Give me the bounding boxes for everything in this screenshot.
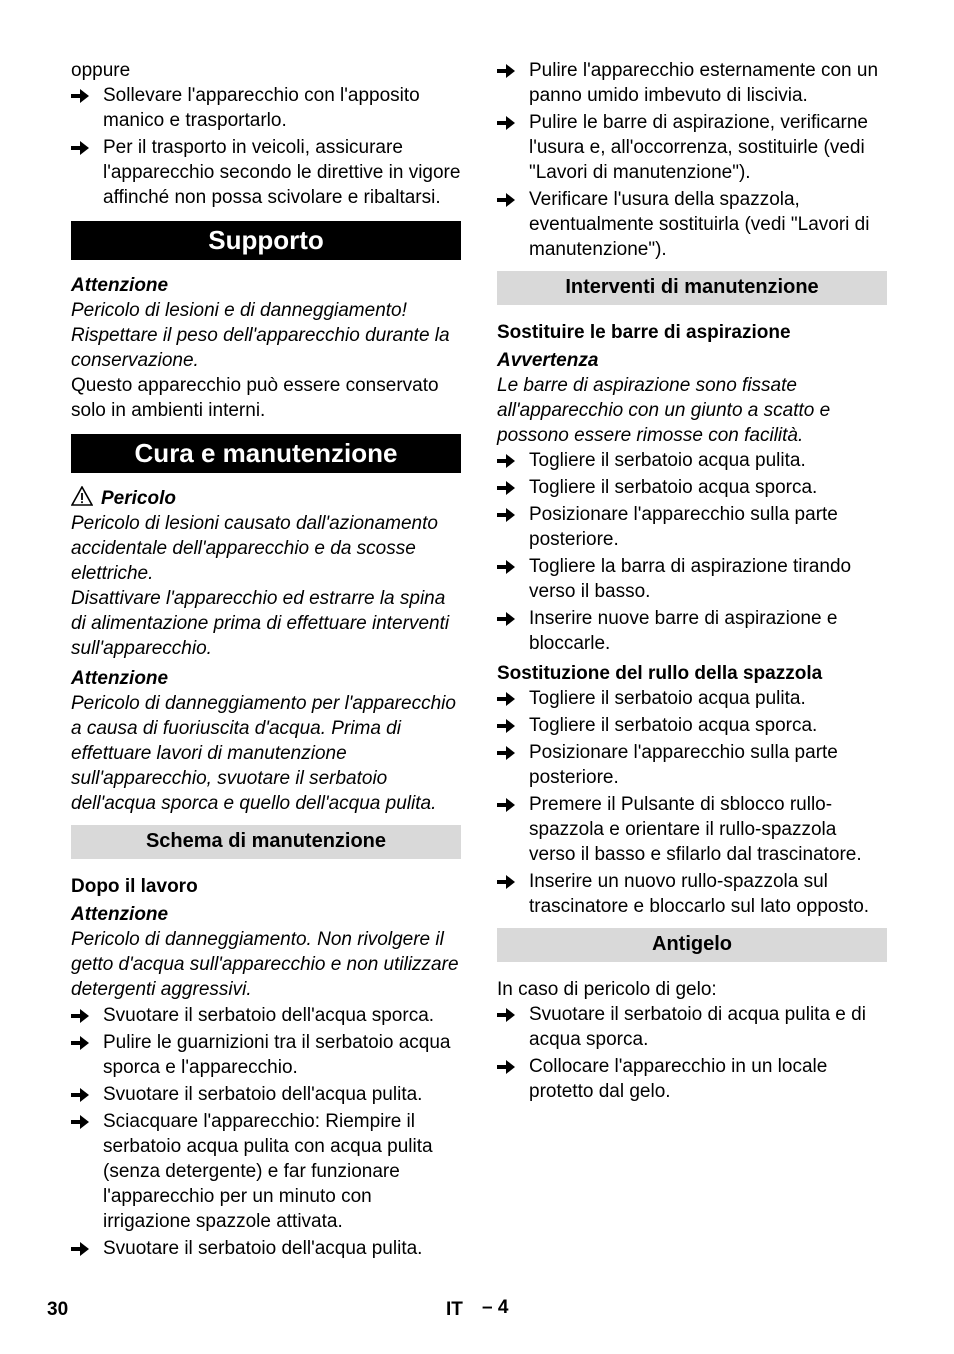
antigelo-intro: In caso di pericolo di gelo: — [497, 979, 717, 1000]
list-item — [497, 475, 887, 500]
arrow-right-icon — [71, 1088, 89, 1102]
list-item — [497, 740, 887, 790]
step-text: Collocare l'apparecchio in un locale protetto dal gelo. — [529, 1056, 828, 1102]
avvertenza-label: Avvertenza — [497, 350, 599, 371]
attenzione-text: Pericolo di lesioni e di danneggiamento! Rispettare il peso dell'apparecchio durante la conservazione. — [71, 300, 450, 371]
list-item — [497, 1002, 887, 1052]
list-item — [497, 1054, 887, 1104]
list-item — [497, 110, 887, 185]
warning-triangle-icon — [71, 486, 93, 506]
arrow-right-icon — [71, 1242, 89, 1256]
arrow-right-icon — [497, 1060, 515, 1074]
step-text: Posizionare l'apparecchio sulla parte posteriore. — [529, 742, 838, 788]
arrow-right-icon — [497, 560, 515, 574]
arrow-right-icon — [497, 798, 515, 812]
arrow-right-icon — [497, 64, 515, 78]
list-item — [71, 135, 461, 210]
step-text: Svuotare il serbatoio dell'acqua pulita. — [103, 1084, 423, 1105]
attenzione-label: Attenzione — [71, 904, 169, 925]
section-heading-antigelo: Antigelo — [497, 928, 887, 962]
list-item — [497, 554, 887, 604]
list-item — [497, 686, 887, 711]
steps-list — [497, 448, 887, 656]
arrow-right-icon — [497, 193, 515, 207]
step-text: Pulire le barre di aspirazione, verificarne l'usura e, all'occorrenza, sostituirle (vedi "Lavori di manutenzione"). — [529, 112, 868, 183]
dopo-il-lavoro-label: Dopo il lavoro — [71, 876, 198, 897]
list-item — [71, 83, 461, 133]
list-item — [497, 187, 887, 262]
arrow-right-icon — [71, 1009, 89, 1023]
right-column — [497, 58, 887, 1106]
list-item — [71, 1003, 461, 1028]
list-item — [71, 1109, 461, 1234]
arrow-right-icon — [71, 1115, 89, 1129]
arrow-right-icon — [497, 116, 515, 130]
list-item — [497, 58, 887, 108]
steps-list — [71, 1003, 461, 1261]
list-item — [497, 792, 887, 867]
sostituzione-rullo-label: Sostituzione del rullo della spazzola — [497, 663, 823, 684]
arrow-right-icon — [71, 89, 89, 103]
arrow-right-icon — [497, 692, 515, 706]
step-text: Pulire le guarnizioni tra il serbatoio acqua sporca e l'apparecchio. — [103, 1032, 451, 1078]
list-item — [71, 1030, 461, 1080]
attenzione-text: Pericolo di danneggiamento per l'apparecchio a causa di fuoriuscita d'acqua. Prima di effettuare lavori di manutenzione sull'apparecchio, svuotare il serbatoio dell'acqua sporca e quello dell'acqua pulita. — [71, 693, 456, 814]
pericolo-text: Pericolo di lesioni causato dall'azionamento accidentale dell'apparecchio e da scosse elettriche. — [71, 513, 438, 584]
sostituire-barre-label: Sostituire le barre di aspirazione — [497, 322, 791, 343]
steps-list — [497, 686, 887, 919]
section-heading-cura: Cura e manutenzione — [71, 434, 461, 473]
step-text: Inserire un nuovo rullo-spazzola sul trascinatore e bloccarlo sul lato opposto. — [529, 871, 870, 917]
arrow-right-icon — [497, 508, 515, 522]
section-heading-supporto: Supporto — [71, 221, 461, 260]
arrow-right-icon — [497, 746, 515, 760]
step-text: Verificare l'usura della spazzola, eventualmente sostituirla (vedi "Lavori di manutenzione"). — [529, 189, 870, 260]
section-number: – 4 — [482, 1297, 509, 1318]
section-heading-schema: Schema di manutenzione — [71, 825, 461, 859]
list-item — [497, 502, 887, 552]
arrow-right-icon — [497, 454, 515, 468]
arrow-right-icon — [71, 141, 89, 155]
arrow-right-icon — [497, 481, 515, 495]
arrow-right-icon — [497, 719, 515, 733]
step-text: Togliere il serbatoio acqua sporca. — [529, 477, 818, 498]
left-column — [71, 58, 461, 1263]
step-text: Svuotare il serbatoio dell'acqua pulita. — [103, 1238, 423, 1259]
step-text: Inserire nuove barre di aspirazione e bloccarle. — [529, 608, 838, 654]
list-item — [497, 448, 887, 473]
step-text: Pulire l'apparecchio esternamente con un panno umido imbevuto di liscivia. — [529, 60, 879, 106]
step-text: Sollevare l'apparecchio con l'apposito manico e trasportarlo. — [103, 85, 420, 131]
pericolo-label-text: Pericolo — [101, 488, 176, 509]
avvertenza-text: Le barre di aspirazione sono fissate all'apparecchio con un giunto a scatto e possono essere rimosse con facilità. — [497, 375, 831, 446]
step-text: Togliere il serbatoio acqua pulita. — [529, 450, 806, 471]
step-text: Togliere la barra di aspirazione tirando verso il basso. — [529, 556, 852, 602]
attenzione-label: Attenzione — [71, 668, 169, 689]
arrow-right-icon — [497, 612, 515, 626]
step-text: Posizionare l'apparecchio sulla parte posteriore. — [529, 504, 838, 550]
step-text: Premere il Pulsante di sblocco rullo-spazzola e orientare il rullo-spazzola verso il basso e sfilarlo dal trascinatore. — [529, 794, 862, 865]
oppure-text: oppure — [71, 60, 131, 81]
section-heading-interventi: Interventi di manutenzione — [497, 271, 887, 305]
list-item — [497, 713, 887, 738]
step-text: Sciacquare l'apparecchio: Riempire il serbatoio acqua pulita con acqua pulita (senza detergente) e far funzionare l'apparecchio per un minuto con irrigazione spazzole attivata. — [103, 1111, 433, 1232]
list-item — [71, 1236, 461, 1261]
list-item — [497, 869, 887, 919]
list-item — [497, 606, 887, 656]
pericolo-label — [71, 486, 461, 511]
list-item — [71, 1082, 461, 1107]
language-code: IT — [446, 1299, 463, 1320]
step-text: Togliere il serbatoio acqua sporca. — [529, 715, 818, 736]
pericolo-text: Disattivare l'apparecchio ed estrarre la spina di alimentazione prima di effettuare interventi sull'apparecchio. — [71, 588, 450, 659]
attenzione-text: Pericolo di danneggiamento. Non rivolgere il getto d'acqua sull'apparecchio e non utilizzare detergenti aggressivi. — [71, 929, 459, 1000]
arrow-right-icon — [497, 875, 515, 889]
steps-list — [497, 58, 887, 262]
supporto-text: Questo apparecchio può essere conservato solo in ambienti interni. — [71, 375, 439, 421]
step-text: Svuotare il serbatoio di acqua pulita e di acqua sporca. — [529, 1004, 866, 1050]
step-text: Per il trasporto in veicoli, assicurare l'apparecchio secondo le direttive in vigore affinché non possa scivolare e ribaltarsi. — [103, 137, 461, 208]
attenzione-label: Attenzione — [71, 275, 169, 296]
step-text: Svuotare il serbatoio dell'acqua sporca. — [103, 1005, 435, 1026]
arrow-right-icon — [71, 1036, 89, 1050]
arrow-right-icon — [497, 1008, 515, 1022]
steps-list — [497, 1002, 887, 1104]
page-number: 30 — [47, 1299, 69, 1320]
step-text: Togliere il serbatoio acqua pulita. — [529, 688, 806, 709]
